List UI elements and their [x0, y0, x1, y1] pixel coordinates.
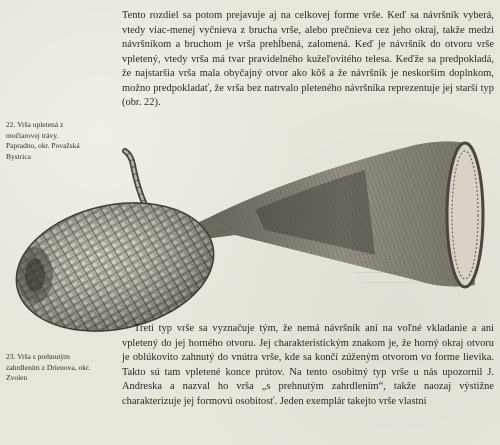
- caption-figure-23: 23. Vrša s prehnutým zahrdlením z Drienova, okr. Zvolen: [6, 352, 90, 382]
- main-paragraph-1: [122, 9, 494, 111]
- paragraph-text: Tretí typ vrše sa vyznačuje tým, že nemá návršník ani na voľné vkladanie a ani vpletený do jej horného otvoru. Jej charakteristickým znakom je, že horný okraj otvoru je oblúkovito zahnutý do vnútra vrše, kde sa končí zúženým otvorom vo forme lievika. Takto sú tam vpletené konce prútov. Na tento osobitný typ vrše u nás upozornil J. Andreska a nazval ho vrša „s prehnutým zahrdlením“, takže naozaj výstižne charakterizuje jej formovú osobitosť. Jeden exemplár takejto vrše vlastní: [122, 323, 494, 407]
- main-paragraph-2: [122, 322, 494, 409]
- bleed-through-line: [258, 238, 303, 239]
- bleed-through-text: [0, 0, 96, 44]
- paragraph-text: Tento rozdiel sa potom prejavuje aj na celkovej forme vrše. Keď sa návršník vyberá, vtedy viac-menej vyčnieva z brucha vrše, alebo prečnieva cez jeho okraj, takže medzi návršníkom a bruchom je vrša prehĺbená, zalomená. Keď je návršník do otvoru vrše vpletený, vtedy vrša má tvar pravidelného kužeľovitého telesa. Keďže sa predpokladá, že najstaršia vrša mala obyčajný otvor ako kôš a že návršník je neskorším doplnkom, možno predpokladať, že vrša bez natrvalo pleteného návršníka reprezentuje jej starší typ (obr. 22).: [122, 10, 494, 108]
- bleed-through-line: [362, 282, 417, 283]
- figure-23-wicker-fish-trap: [10, 195, 225, 340]
- bleed-through-line: [360, 262, 420, 263]
- caption-figure-22: 22. Vrša upletená z močiarovej trávy. Papradno, okr. Považská Bystrica: [6, 120, 80, 161]
- bleed-through-line: [355, 272, 425, 273]
